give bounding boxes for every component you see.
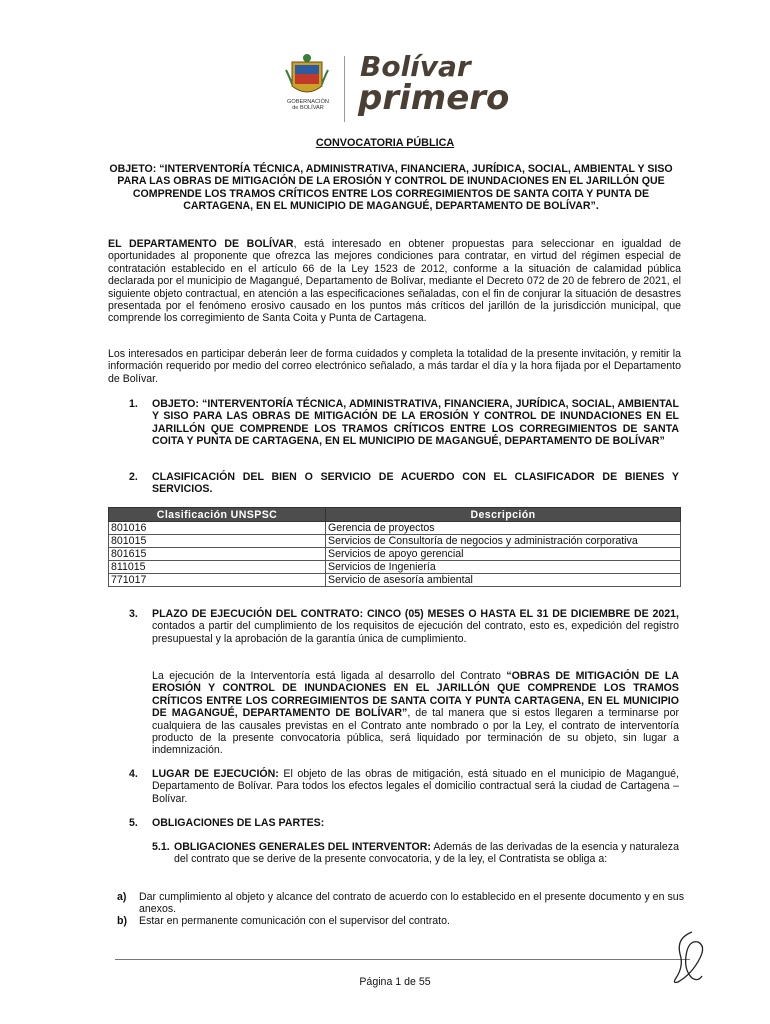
item-5-1-text bbox=[174, 841, 679, 866]
item-5-1-number: 5.1. bbox=[152, 841, 170, 853]
document-title: CONVOCATORIA PÚBLICA bbox=[315, 137, 455, 149]
gov-line1: GOBERNACIÓN bbox=[287, 99, 329, 105]
item-5-text: OBLIGACIONES DE LAS PARTES: bbox=[152, 817, 325, 829]
table-cell-code: 801615 bbox=[109, 548, 326, 561]
table-row bbox=[109, 535, 681, 548]
item-3-body: contados a partir del cumplimiento de los requisitos de ejecución del contrato, esto es, expedición del registro presupuestal y la aprobación de la garantía única de cumplimiento. bbox=[152, 620, 679, 645]
footer-divider bbox=[115, 959, 690, 960]
brand-line1: Bolívar bbox=[360, 50, 471, 83]
intro-paragraph bbox=[108, 238, 681, 325]
item-3-text bbox=[152, 608, 679, 645]
item-3-p2-bold: “OBRAS DE MITIGACIÓN DE LA EROSIÓN Y CONTROL DE INUNDACIONES EN EL JARILLÓN QUE COMPRENDE LOS TRAMOS CRÍTICOS ENTRE LOS CORREGIMIENTOS DE SANTA COITA Y PUNTA CARTAGENA, EN EL MUNICIPIO DE MAGANGUÉ, DEPARTAMENTO DE BOLÍVAR” bbox=[152, 670, 679, 720]
obligation-a-letter: a) bbox=[117, 891, 127, 903]
item-4-body: El objeto de las obras de mitigación, está situado en el municipio de Magangué, Departamento de Bolívar. Para todos los efectos legales el domicilio contractual será la ciudad de Cartagena – Bolívar. bbox=[152, 768, 679, 805]
gov-line2: de BOLÍVAR bbox=[292, 105, 324, 111]
unspsc-table bbox=[108, 507, 681, 587]
objeto-header: OBJETO: “INTERVENTORÍA TÉCNICA, ADMINISTRATIVA, FINANCIERA, JURÍDICA, SOCIAL, AMBIENTAL Y SISO PARA LAS OBRAS DE MITIGACIÓN DE LA EROSIÓN Y CONTROL DE INUNDACIONES EN EL JARILLÓN QUE COMPRENDE LOS TRAMOS CRÍTICOS ENTRE LOS CORREGIMIENTOS DE SANTA COITA Y PUNTA DE CARTAGENA, EN EL MUNICIPIO DE MAGANGUÉ, DEPARTAMENTO DE BOLÍVAR”. bbox=[109, 163, 673, 212]
brand-logo bbox=[358, 50, 510, 118]
item-2-text: CLASIFICACIÓN DEL BIEN O SERVICIO DE ACUERDO CON EL CLASIFICADOR DE BIENES Y SERVICIOS. bbox=[152, 471, 679, 496]
item-4-number: 4. bbox=[129, 768, 138, 780]
table-row bbox=[109, 548, 681, 561]
table-row bbox=[109, 561, 681, 574]
item-1-number: 1. bbox=[129, 398, 138, 410]
table-cell-code: 771017 bbox=[109, 574, 326, 587]
table-cell-code: 801015 bbox=[109, 535, 326, 548]
table-cell-description: Servicios de Ingeniería bbox=[326, 561, 681, 574]
coat-of-arms-icon bbox=[282, 52, 332, 122]
item-3-number: 3. bbox=[129, 608, 138, 620]
item-3-p2-a: La ejecución de la Interventoría está ligada al desarrollo del Contrato bbox=[152, 670, 507, 682]
table-header-classification: Clasificación UNSPSC bbox=[109, 508, 326, 522]
item-1-text: OBJETO: “INTERVENTORÍA TÉCNICA, ADMINISTRATIVA, FINANCIERA, JURÍDICA, SOCIAL, AMBIENTAL Y SISO PARA LAS OBRAS DE MITIGACIÓN DE LA EROSIÓN Y CONTROL DE INUNDACIONES EN EL JARILLÓN QUE COMPRENDE LOS TRAMOS CRÍTICOS ENTRE LOS CORREGIMIENTOS DE SANTA COITA Y PUNTA DE CARTAGENA, EN EL MUNICIPIO DE MAGANGUÉ, DEPARTAMENTO DE BOLÍVAR” bbox=[152, 398, 679, 448]
gov-text bbox=[282, 99, 334, 111]
table-row bbox=[109, 522, 681, 535]
item-4-bold: LUGAR DE EJECUCIÓN: bbox=[152, 768, 279, 780]
header-logos bbox=[282, 52, 512, 126]
table-header-description: Descripción bbox=[326, 508, 681, 522]
logo-divider bbox=[344, 56, 345, 122]
item-5-number: 5. bbox=[129, 817, 138, 829]
table-cell-code: 811015 bbox=[109, 561, 326, 574]
intro-lead: EL DEPARTAMENTO DE BOLÍVAR bbox=[108, 238, 294, 250]
item-5-1-body: Además de las derivadas de la esencia y naturaleza del contrato que se derive de la presente convocatoria, y de la ley, el Contratista se obliga a: bbox=[174, 841, 679, 866]
brand-line2: primero bbox=[358, 78, 510, 118]
intro-body: , está interesado en obtener propuestas para seleccionar en igualdad de oportunidades al proponente que ofrezca las mejores condiciones para contratar, en virtud del régimen especial de contratación establecido en el artículo 66 de la Ley 1523 de 2012, conforme a la situación de calamidad pública declarada por el municipio de Magangué, Departamento de Bolívar, mediante el Decreto 072 de 20 de febrero de 2021, el siguiente objeto contractual, en atención a las especificaciones señaladas, con el fin de conjurar la situación de desastres presentada por el fenómeno erosivo causado en los puntos más críticos del jarillón de la jurisdicción municipal, que comprende los corregimiento de Santa Coita y Punta de Cartagena. bbox=[108, 238, 681, 325]
obligation-b-text: Estar en permanente comunicación con el supervisor del contrato. bbox=[139, 915, 450, 927]
table-cell-description: Gerencia de proyectos bbox=[326, 522, 681, 535]
obligation-b-letter: b) bbox=[117, 915, 127, 927]
item-5-1-bold: OBLIGACIONES GENERALES DEL INTERVENTOR: bbox=[174, 841, 431, 853]
table-cell-description: Servicios de apoyo gerencial bbox=[326, 548, 681, 561]
obligation-a-text: Dar cumplimiento al objeto y alcance del contrato de acuerdo con lo establecido en el presente documento y en sus anexos. bbox=[139, 891, 684, 916]
interesados-paragraph: Los interesados en participar deberán leer de forma cuidados y completa la totalidad de la presente invitación, y remitir la información requerido por medio del correo electrónico señalado, a más tardar el día y la hora fijada por el Departamento de Bolívar. bbox=[108, 348, 681, 385]
table-cell-description: Servicio de asesoría ambiental bbox=[326, 574, 681, 587]
item-2-number: 2. bbox=[129, 471, 138, 483]
table-cell-description: Servicios de Consultoría de negocios y administración corporativa bbox=[326, 535, 681, 548]
item-3-p2-b: , de tal manera que si estos llegaren a terminarse por cualquiera de las causales previstas en el Contrato ante nombrado o por la Ley, el contrato de interventoría producto de la presente convocatoria pública, será liquidado por terminación de su objeto, sin lugar a indemnización. bbox=[152, 707, 679, 757]
page-number: Página 1 de 55 bbox=[359, 976, 431, 988]
item-3-p2 bbox=[152, 670, 679, 757]
item-3-bold: PLAZO DE EJECUCIÓN DEL CONTRATO: CINCO (05) MESES O HASTA EL 31 DE DICIEMBRE DE 2021, bbox=[152, 608, 679, 620]
table-header-row bbox=[109, 508, 681, 522]
table-cell-code: 801016 bbox=[109, 522, 326, 535]
table-row bbox=[109, 574, 681, 587]
item-4-text bbox=[152, 768, 679, 805]
